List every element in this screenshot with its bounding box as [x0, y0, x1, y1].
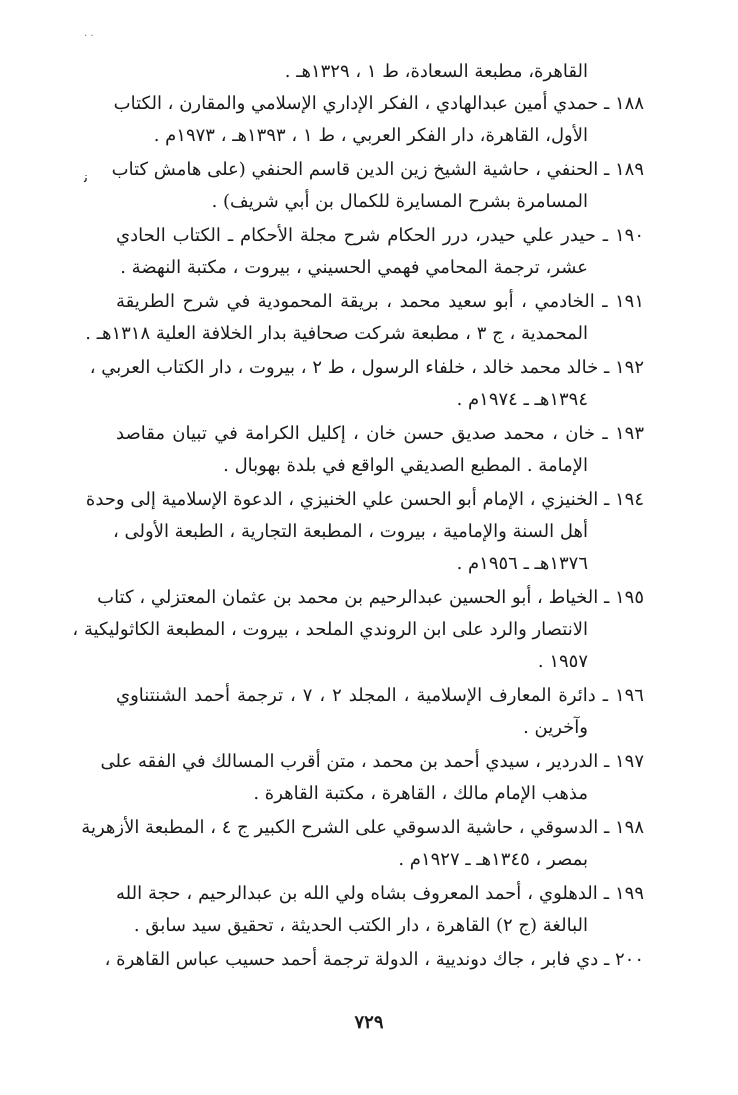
bibliography-entry — [113, 88, 644, 152]
bibliography-entry — [116, 220, 644, 284]
bibliography-entry — [100, 746, 644, 810]
entry-line: ١٩٢ ـ خالد محمد خالد ، خلفاء الرسول ، ط ٢ ، بيروت ، دار الكتاب العربي ، — [89, 357, 644, 378]
entry-line: الإمامة . المطبع الصديقي الواقع في بلدة بهوبال . — [223, 455, 588, 476]
entry-line: ١٩٣ ـ خان ، محمد صديق حسن خان ، إكليل الكرامة في تبيان مقاصد — [116, 423, 644, 444]
bibliography-entry — [85, 484, 644, 580]
entry-line: بمصر ، ١٣٤٥هـ ـ ١٩٢٧م . — [398, 849, 588, 870]
entry-line: المحمدية ، ج ٣ ، مطبعة شركت صحافية بدار الخلافة العلية ١٣١٨هـ . — [85, 323, 588, 344]
bibliography-entry — [116, 878, 644, 942]
entry-line: ١٣٩٤هـ ـ ١٩٧٤م . — [456, 389, 588, 410]
entry-line: ١٩٦ ـ دائرة المعارف الإسلامية ، المجلد ٢ ، ٧ ، ترجمة أحمد الشنتناوي — [116, 685, 644, 706]
entry-container — [72, 88, 644, 976]
entry-line: ١٩٧ ـ الدردير ، سيدي أحمد بن محمد ، متن أقرب المسالك في الفقه على — [100, 751, 644, 772]
entry-line: الانتصار والرد على ابن الروندي الملحد ، بيروت ، المطبعة الكاثوليكية ، — [72, 619, 588, 640]
bibliography-list — [72, 56, 644, 978]
entry-line: ١٩٨ ـ الدسوقي ، حاشية الدسوقي على الشرح الكبير ج ٤ ، المطبعة الأزهرية — [81, 817, 644, 838]
entry-line: ١٩٩ ـ الدهلوي ، أحمد المعروف بشاه ولي الله بن عبدالرحيم ، حجة الله — [116, 883, 644, 904]
continued-entry — [116, 56, 644, 88]
entry-line: ١٨٩ ـ الحنفي ، حاشية الشيخ زين الدين قاسم الحنفي (على هامش كتاب — [111, 159, 644, 180]
margin-mark: ﻧ — [84, 170, 88, 186]
bibliography-entry — [116, 680, 644, 744]
entry-line: ١٩٠ ـ حيدر علي حيدر، درر الحكام شرح مجلة الأحكام ـ الكتاب الحادي — [116, 225, 644, 246]
entry-line: وآخرين . — [523, 717, 588, 738]
entry-line: أهل السنة والإمامية ، بيروت ، المطبعة التجارية ، الطبعة الأولى ، — [112, 521, 588, 542]
page-number: ٧٢٩ — [354, 1012, 384, 1033]
entry-line: ١٨٨ ـ حمدي أمين عبدالهادي ، الفكر الإداري الإسلامي والمقارن ، الكتاب — [113, 93, 644, 114]
bibliography-entry — [72, 582, 644, 678]
entry-line: الأول، القاهرة، دار الفكر العربي ، ط ١ ، ١٣٩٣هـ ، ١٩٧٣م . — [153, 125, 588, 146]
entry-line: عشر، ترجمة المحامي فهمي الحسيني ، بيروت ، مكتبة النهضة . — [120, 257, 588, 278]
entry-line: القاهرة، مطبعة السعادة، ط ١ ، ١٣٢٩هـ . — [284, 61, 588, 82]
bibliography-entry — [116, 418, 644, 482]
bibliography-entry — [85, 286, 644, 350]
bibliography-entry — [81, 812, 644, 876]
entry-line: المسامرة بشرح المسايرة للكمال بن أبي شريف) . — [211, 191, 588, 212]
bibliography-entry — [89, 352, 644, 416]
entry-line: البالغة (ج ٢) القاهرة ، دار الكتب الحديثة ، تحقيق سيد سابق . — [133, 915, 588, 936]
entry-line: ١٩٥٧ . — [537, 651, 588, 672]
entry-line: ٢٠٠ ـ دي فابر ، جاك دونديية ، الدولة ترجمة أحمد حسيب عباس القاهرة ، — [104, 949, 644, 970]
bibliography-entry — [111, 154, 644, 218]
entry-line: ١٩٥ ـ الخياط ، أبو الحسين عبدالرحيم بن محمد بن عثمان المعتزلي ، كتاب — [97, 587, 644, 608]
entry-line: ١٣٧٦هـ ـ ١٩٥٦م . — [456, 553, 588, 574]
entry-line: ١٩٤ ـ الخنيزي ، الإمام أبو الحسن علي الخنيزي ، الدعوة الإسلامية إلى وحدة — [85, 489, 644, 510]
entry-line: ١٩١ ـ الخادمي ، أبو سعيد محمد ، بريقة المحمودية في شرح الطريقة — [116, 291, 644, 312]
entry-line: مذهب الإمام مالك ، القاهرة ، مكتبة القاهرة . — [253, 783, 588, 804]
scan-speck: . . — [84, 28, 94, 39]
bibliography-entry — [104, 944, 644, 976]
